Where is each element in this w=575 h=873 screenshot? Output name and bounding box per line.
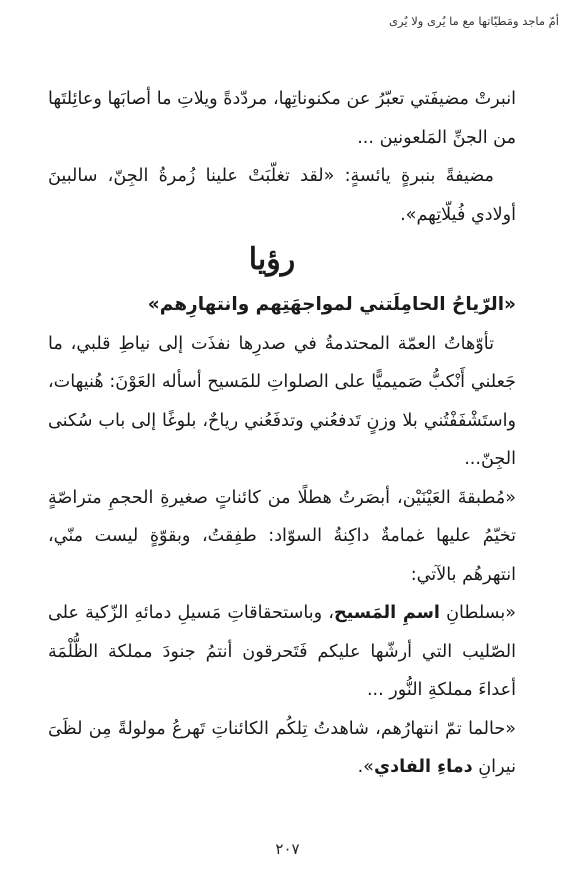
paragraph-6-bold: دماءِ الفادي [373,757,473,777]
paragraph-6-start: «حالما تمّ انتهارُهم، شاهدتُ تِلكُم الكائناتِ تَهرعُ مولولةً مِن لظَىَ نيرانِ [48,718,516,777]
paragraph-1: انبرتْ مضيفَتي تعبّرُ عن مكنوناتِها، مردّدةً ويلاتِ ما أصابَها وعائِلتَها من الجنِّ المَلعونين ... [48,89,516,148]
section-title: رؤيا [248,242,296,277]
paragraph-2: مضيفةً بنبرةٍ يائسةٍ: «لقد تغلّبَتْ علينا زُمرةُ الجِنّ، سالبينَ أولادي فُيلّاتِهم». [48,166,516,225]
paragraph-5 [48,594,516,710]
paragraph-5-rest: ، وباستحقاقاتِ مَسيلِ دمائهِ الزّكية على الصّليب التي أرشّها عليكم فَتَحرقون أنتمُ جنودَ مملكة الظُّلْمَة أعداءَ مملكةِ النُّور ... [48,603,516,700]
paragraph-5-bold: اسمِ المَسيح [333,603,440,623]
subheading: «الرّياحُ الحامِلَتني لمواجهَتِهم وانتهارِهم» [147,294,516,315]
paragraph-5-start: «بسلطانِ [439,603,516,623]
paragraph-6-end: ». [357,757,374,777]
paragraph-3: تأوّهاتُ العمّة المحتدمةُ في صدرِها نفذَت إلى نياطِ قلبي، ما جَعلني أَنْكبُّ صَميميًّا على الصلواتِ للمَسيح أسأله العَوْنَ: هُنيهات، واستَشْفَفْتُني بلا وزنٍ تَدفعُني وتدفَعُني رياحٌ، بلوغًا إلى باب سُكنى الجِنّ... [48,333,516,469]
paragraph-4: «مُطبقةَ العَيْنَيْن، أبصَرتُ هطلًا من كائناتٍ صغيرةِ الحجمِ متراصّةٍ تخيّمُ عليها غمامةٌ داكِنةُ السوّاد: طفِقتُ، وبقوّةٍ ليست منّي، انتهرهُم بالآتي: [48,487,516,585]
running-header: أمّ ماجد ومَطيّاتها مع ما يُرى ولا يُرى [389,14,559,28]
page-number: ٢٠٧ [275,840,300,858]
body-text [48,80,516,787]
paragraph-6 [48,710,516,787]
